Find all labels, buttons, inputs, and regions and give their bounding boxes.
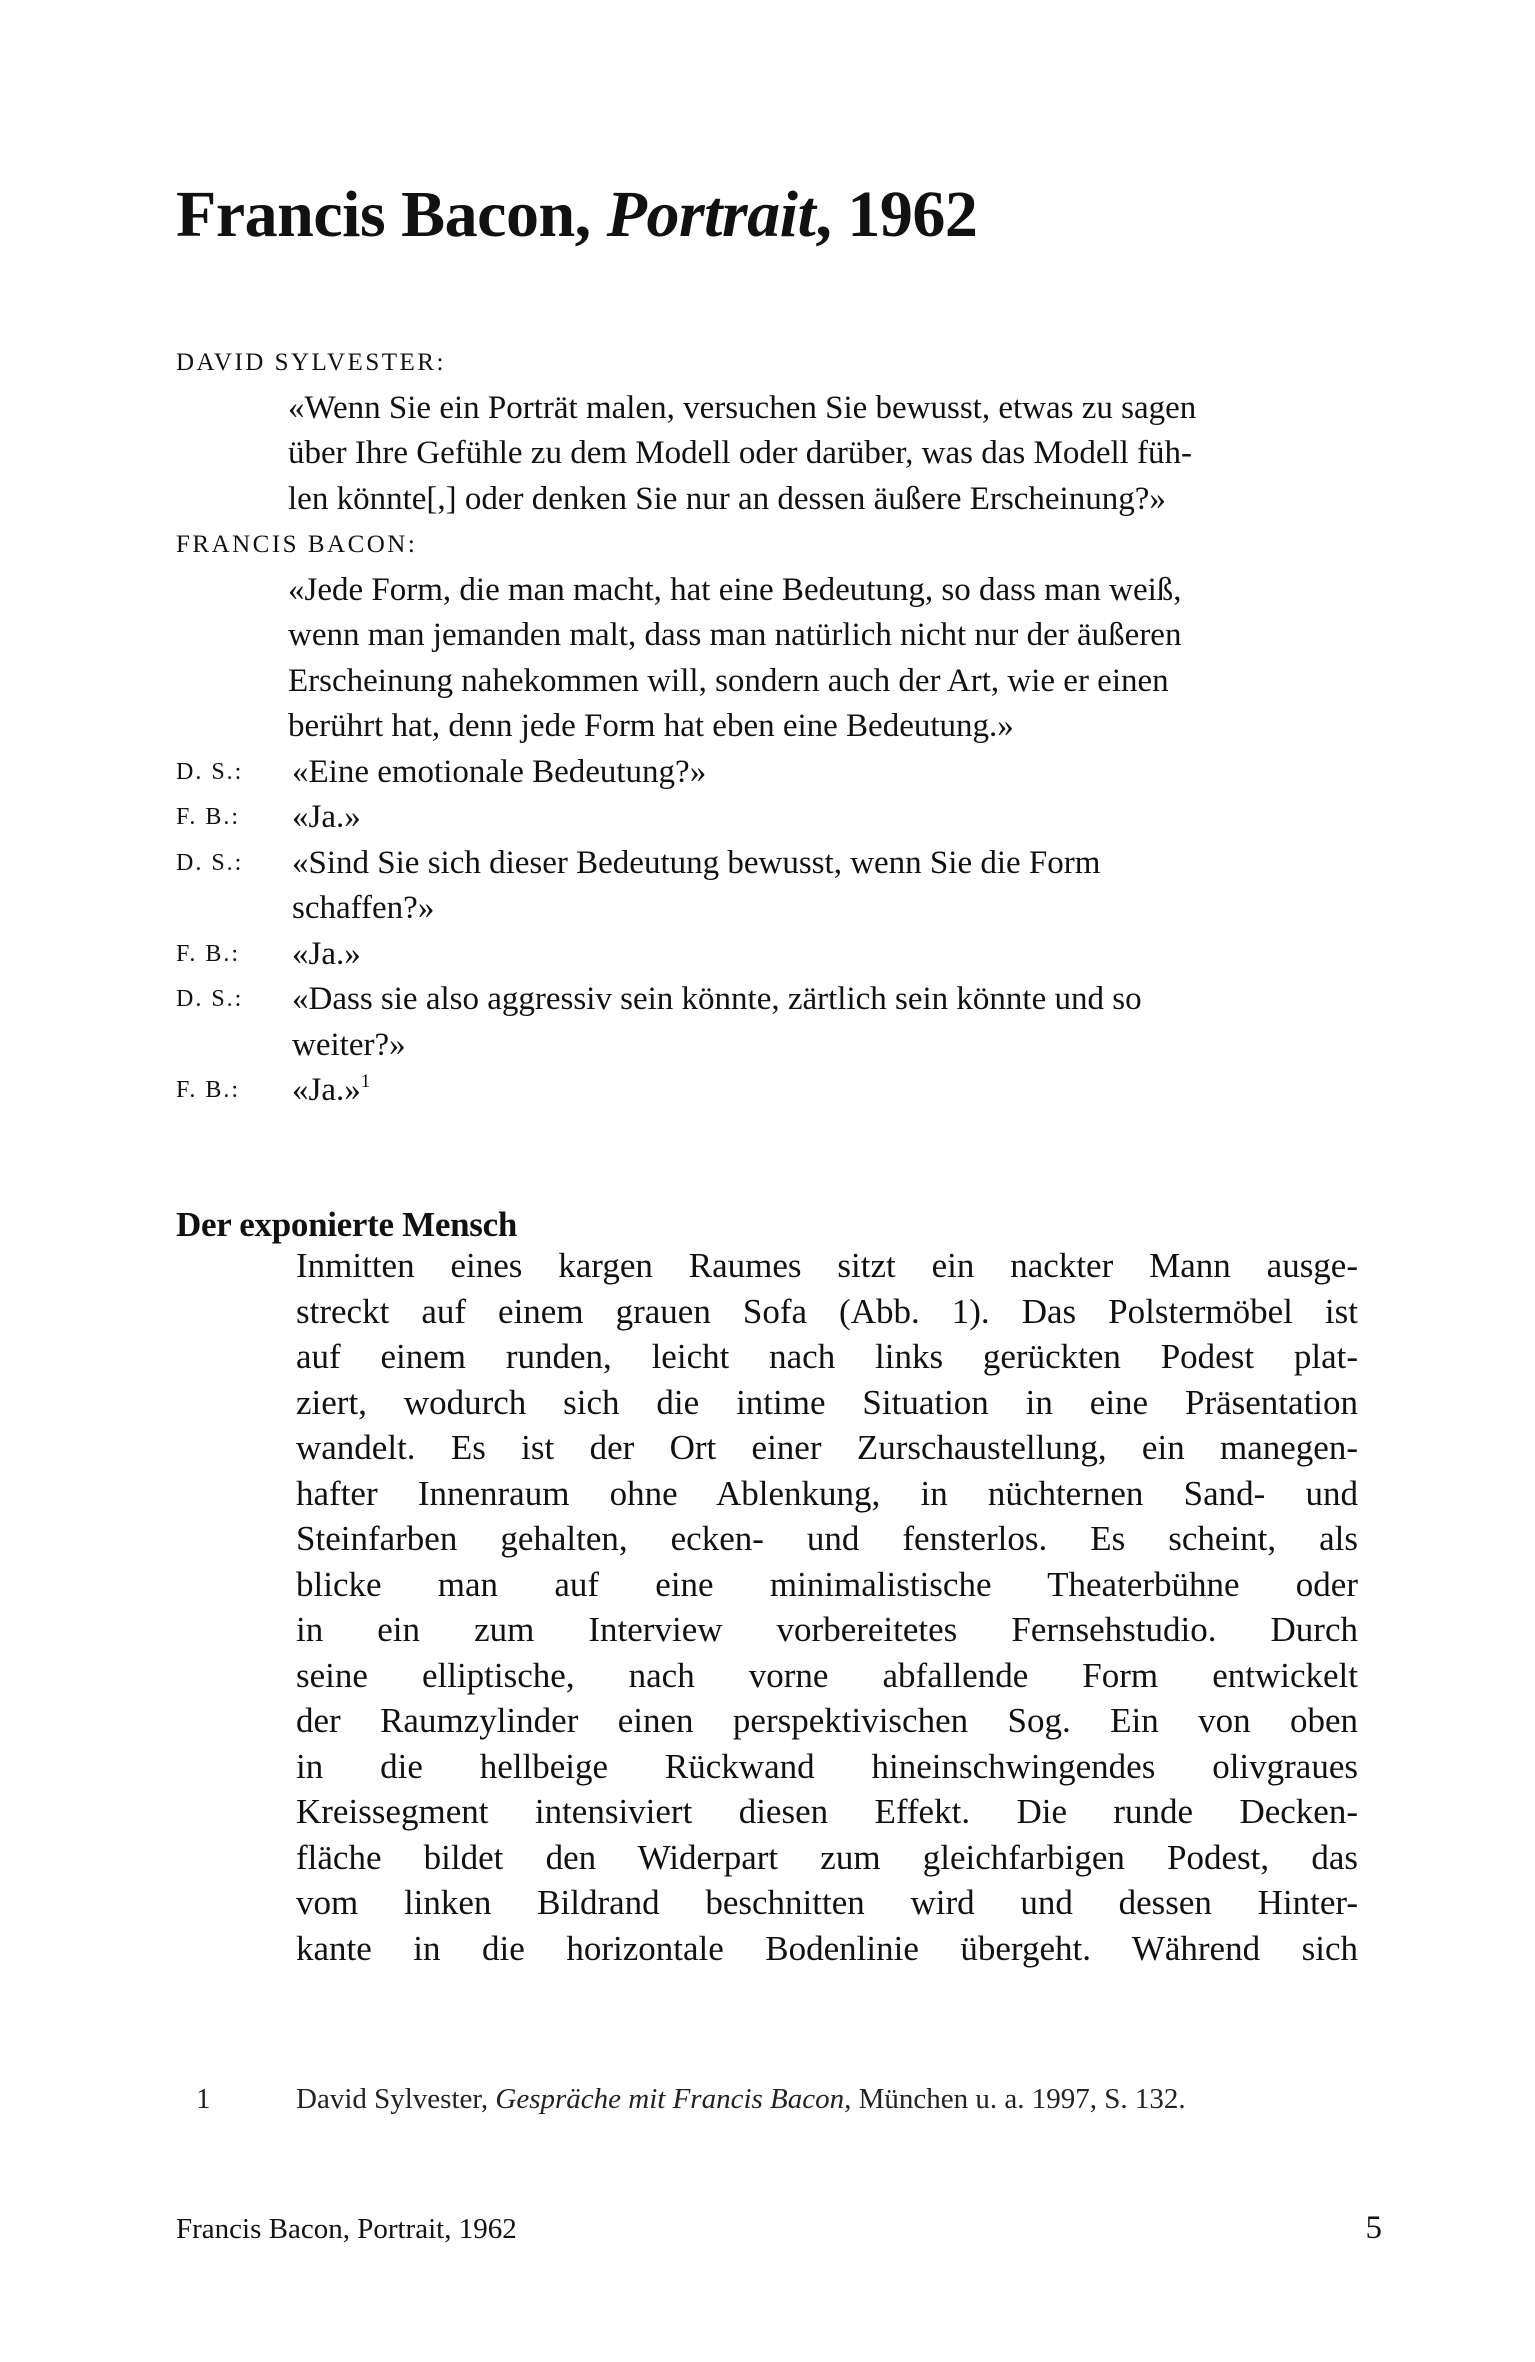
running-footer <box>176 2210 1382 2247</box>
speaker-abbr: D. S.: <box>176 986 244 1012</box>
body-line: blicke man auf eine minimalistische Theaterbühne oder <box>296 1564 1358 1604</box>
section-heading: Der exponierte Mensch <box>176 1205 518 1245</box>
quote-line: über Ihre Gefühle zu dem Modell oder darüber, was das Modell füh- <box>288 435 1193 471</box>
footnote-rest: , München u. a. 1997, S. 132. <box>844 2083 1186 2115</box>
turn-line: «Ja.» <box>292 799 361 835</box>
turn-text <box>292 750 706 796</box>
speaker-abbr: F. B.: <box>176 804 241 830</box>
body-line: in ein zum Interview vorbereitetes Fernsehstudio. Durch <box>296 1610 1358 1649</box>
turn-line: «Sind Sie sich dieser Bedeutung bewusst, wenn Sie die Form <box>292 844 1101 881</box>
interview-opening-1 <box>176 340 1376 522</box>
body-line: ziert, wodurch sich die intime Situation in eine Präsentation <box>296 1382 1358 1422</box>
body-line: streckt auf einem grauen Sofa (Abb. 1). Das Polstermöbel ist <box>296 1291 1358 1331</box>
turn-text <box>292 841 1100 932</box>
body-paragraph <box>296 1243 1358 1971</box>
body-line: kante in die horizontale Bodenlinie übergeht. Während sich <box>296 1928 1358 1968</box>
body-line: Steinfarben gehalten, ecken- und fensterlos. Es scheint, als <box>296 1519 1358 1558</box>
turn-text <box>292 977 1142 1068</box>
turn-text <box>292 795 361 841</box>
quote-line: «Wenn Sie ein Porträt malen, versuchen Sie bewusst, etwas zu sagen <box>288 389 1197 426</box>
quote-line: berührt hat, denn jede Form hat eben eine Bedeutung.» <box>288 708 1014 744</box>
interview-turn <box>176 750 1376 796</box>
speaker-abbr: D. S.: <box>176 849 244 876</box>
turn-line: «Eine emotionale Bedeutung?» <box>292 753 707 790</box>
turn-line: «Dass sie also aggressiv sein könnte, zärtlich sein könnte und so <box>292 981 1142 1017</box>
quote-line: wenn man jemanden malt, dass man natürlich nicht nur der äußeren <box>288 617 1182 653</box>
footnote-number: 1 <box>196 2083 211 2115</box>
turn-line: «Ja.» <box>292 935 361 972</box>
speaker-label: FRANCIS BACON: <box>176 531 418 558</box>
title-author: Francis Bacon, <box>176 178 607 252</box>
turn-line <box>292 1068 370 1114</box>
footnote <box>196 2083 1186 2116</box>
footnote-title: Gespräche mit Francis Bacon <box>495 2083 845 2115</box>
interview-turn <box>176 841 1376 932</box>
turn-text <box>292 1068 370 1114</box>
interview-turn <box>176 932 1376 978</box>
body-line: auf einem runden, leicht nach links gerückten Podest plat- <box>296 1337 1358 1376</box>
speaker-abbr: F. B.: <box>176 1077 241 1103</box>
footnote-author: David Sylvester, <box>296 2083 496 2115</box>
turn-line: schaffen?» <box>292 890 435 926</box>
quote <box>176 568 1376 750</box>
body-line: vom linken Bildrand beschnitten wird und dessen Hinter- <box>296 1883 1358 1922</box>
page-title <box>176 178 978 252</box>
body-line: Kreissegment intensiviert diesen Effekt. Die runde Decken- <box>296 1792 1358 1831</box>
body-line: fläche bildet den Widerpart zum gleichfarbigen Podest, das <box>296 1837 1358 1877</box>
turn-text <box>292 932 361 978</box>
footnote-text <box>296 2083 1186 2116</box>
quote-line: Erscheinung nahekommen will, sondern auch der Art, wie er einen <box>288 662 1169 699</box>
quote <box>176 386 1376 523</box>
speaker-label: DAVID SYLVESTER: <box>176 349 446 376</box>
title-work: Portrait <box>606 178 816 252</box>
interview-turn <box>176 795 1376 841</box>
turn-line-text: «Ja.» <box>292 1072 361 1108</box>
title-year: , 1962 <box>815 178 978 252</box>
body-line: hafter Innenraum ohne Ablenkung, in nüchternen Sand- und <box>296 1473 1358 1513</box>
speaker-abbr: F. B.: <box>176 940 241 967</box>
interview-opening-2 <box>176 522 1376 750</box>
footnote-reference[interactable]: 1 <box>360 1071 371 1092</box>
turn-line: weiter?» <box>292 1026 406 1063</box>
body-line: der Raumzylinder einen perspektivischen Sog. Ein von oben <box>296 1701 1358 1740</box>
interview-turn <box>176 1068 1376 1114</box>
quote-line: «Jede Form, die man macht, hat eine Bedeutung, so dass man weiß, <box>288 571 1182 608</box>
interview-turn <box>176 977 1376 1068</box>
body-line: in die hellbeige Rückwand hineinschwingendes olivgraues <box>296 1746 1358 1786</box>
page-number: 5 <box>1365 2210 1382 2246</box>
quote-line: len könnte[,] oder denken Sie nur an dessen äußere Erscheinung?» <box>288 480 1166 517</box>
interview-excerpt <box>176 340 1376 1114</box>
body-line: wandelt. Es ist der Ort einer Zurschaustellung, ein manegen- <box>296 1428 1358 1467</box>
running-title: Francis Bacon, Portrait, 1962 <box>176 2213 517 2245</box>
body-line: seine elliptische, nach vorne abfallende Form entwickelt <box>296 1655 1358 1695</box>
body-line: Inmitten eines kargen Raumes sitzt ein nackter Mann ausge- <box>296 1246 1358 1285</box>
speaker-abbr: D. S.: <box>176 758 244 785</box>
